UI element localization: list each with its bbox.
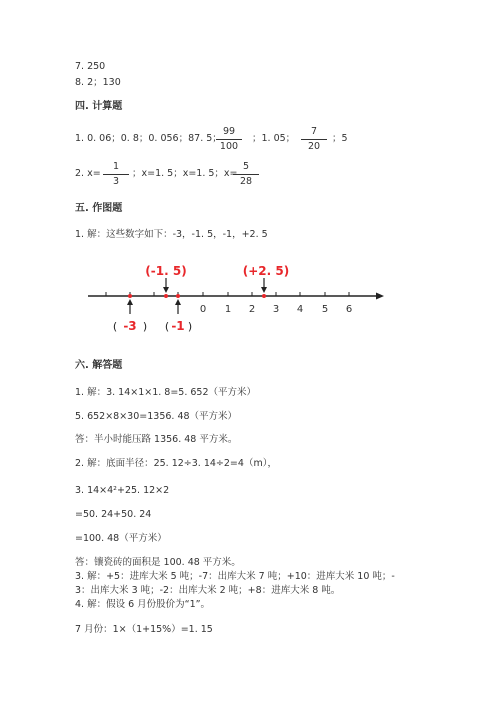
number-line [0,258,500,348]
calc-q1-text: 1. 0. 06；0. 8；0. 056；87. 5； [75,133,222,144]
point-minus-1 [176,294,180,298]
tick-label-2: 2 [248,304,256,315]
label-minus-1-5: (-1. 5) [145,264,187,278]
tick-label-0: 0 [199,304,207,315]
answer-8: 8. 2；130 [75,77,121,88]
number-line-arrow [376,293,384,300]
calc-q1-text-3: ；5 [332,133,348,144]
tick-label-4: 4 [296,304,304,315]
label-minus-1: -1 [171,319,185,333]
solution-line: 答：镶瓷砖的面积是 100. 48 平方米。 [75,557,241,568]
calc-q2-text: 2. x= [75,168,101,179]
section-5-title: 五. 作图题 [75,203,123,214]
calc-q2-fraction-1 [103,161,129,188]
solution-line: =100. 48（平方米） [75,533,167,544]
point-minus-1-5 [164,294,168,298]
label-minus-3-open: ( [112,320,118,333]
fraction-numerator: 1 [112,161,120,172]
fraction-bar [301,139,327,140]
solution-line: 1. 解：3. 14×1×1. 8=5. 652（平方米） [75,387,257,398]
point-minus-3 [128,294,132,298]
fraction-numerator: 7 [310,126,318,137]
fraction-denominator: 28 [239,176,253,187]
fraction-bar [216,139,242,140]
solution-line: 4. 解：假设 6 月份股价为“1”。 [75,599,211,610]
solution-line: 7 月份：1×（1+15%）=1. 15 [75,624,213,635]
calc-q1-fraction-2 [301,126,327,153]
section-4-title: 四. 计算题 [75,101,123,112]
arrow-minus-1-5-head [163,287,169,293]
fraction-numerator: 99 [222,126,236,137]
solution-line: 3. 14×4²+25. 12×2 [75,485,170,496]
calc-q1-text-2: ；1. 05； [252,133,296,144]
fraction-bar [103,174,129,175]
answer-7: 7. 250 [75,61,106,72]
solution-line: 2. 解：底面半径：25. 12÷3. 14÷2=4（m）， [75,458,277,469]
label-minus-1-open: ( [164,320,170,333]
arrow-plus-2-5-head [261,287,267,293]
point-plus-2-5 [262,294,266,298]
fraction-numerator: 5 [242,161,250,172]
solution-line: 3：出库大米 3 吨；-2：出库大米 2 吨；+8：进库大米 8 吨。 [75,585,341,596]
fraction-denominator: 20 [307,141,321,152]
drawing-q1-text: 1. 解：这些数字如下：-3，-1. 5，-1，+2. 5 [75,229,268,240]
label-minus-3-close: ) [142,320,148,333]
calc-q1-fraction-1 [216,126,242,153]
fraction-denominator: 3 [112,176,120,187]
arrow-minus-1-head [175,299,181,305]
tick-label-5: 5 [321,304,329,315]
label-plus-2-5: (+2. 5) [242,264,290,278]
solution-line: =50. 24+50. 24 [75,509,152,520]
solution-line: 答：半小时能压路 1356. 48 平方米。 [75,434,238,445]
label-minus-1-close: ) [187,320,193,333]
label-minus-3: -3 [123,319,137,333]
calc-q2-fraction-2 [233,161,259,188]
tick-label-3: 3 [272,304,280,315]
section-6-title: 六. 解答题 [75,360,123,371]
arrow-minus-3-head [127,299,133,305]
fraction-bar [233,174,259,175]
solution-line: 3. 解：+5：进库大米 5 吨；-7：出库大米 7 吨；+10：进库大米 10 吨；- [75,571,395,582]
fraction-denominator: 100 [219,141,239,152]
calc-q2-text-2: ；x=1. 5；x=1. 5；x= [132,168,238,179]
solution-line: 5. 652×8×30=1356. 48（平方米） [75,411,238,422]
tick-label-1: 1 [224,304,232,315]
tick-label-6: 6 [345,304,353,315]
